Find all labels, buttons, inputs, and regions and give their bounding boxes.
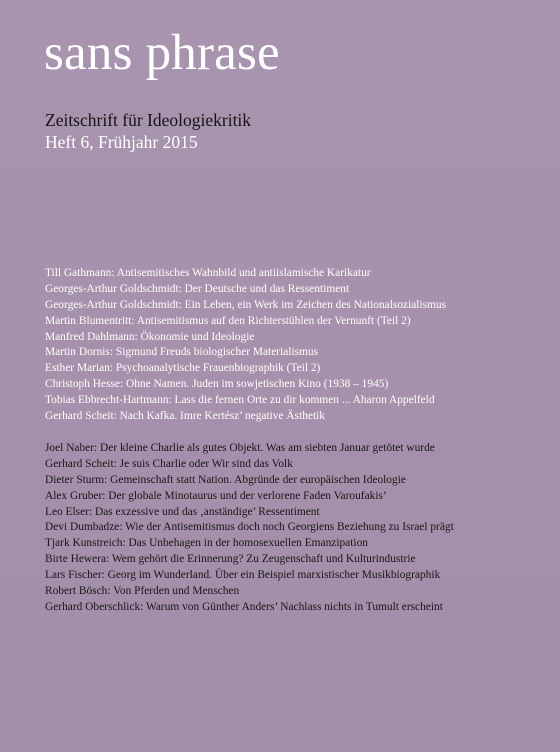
contents-item: Robert Bösch: Von Pferden und Menschen (45, 584, 240, 597)
contents-item: Leo Elser: Das exzessive und das ‚anständige’ Ressentiment (45, 505, 320, 518)
contents-item: Manfred Dahlmann: Ökonomie und Ideologie (45, 330, 255, 343)
contents-item: Georges-Arthur Goldschmidt: Der Deutsche und das Ressentiment (45, 282, 350, 295)
contents-item: Lars Fischer: Georg im Wunderland. Über ein Beispiel marxistischer Musikbiographik (45, 569, 441, 581)
contents-item: Christoph Hesse: Ohne Namen. Juden im sowjetischen Kino (1938 – 1945) (45, 378, 389, 391)
contents-item: Gerhard Oberschlick: Warum von Günther Anders’ Nachlass nichts in Tumult erscheint (45, 600, 443, 613)
issue-label: Heft 6, Frühjahr 2015 (45, 132, 198, 152)
journal-title: sans phrase (44, 25, 280, 81)
journal-subtitle: Zeitschrift für Ideologiekritik (45, 110, 252, 130)
contents-item: Gerhard Scheit: Nach Kafka. Imre Kertész’ negative Ästhetik (45, 409, 326, 422)
contents-item: Martin Dornis: Sigmund Freuds biologischer Materialismus (45, 346, 319, 359)
contents-item: Till Gathmann: Antisemitisches Wahnbild und antiislamische Karikatur (45, 267, 371, 279)
contents-item: Georges-Arthur Goldschmidt: Ein Leben, ein Werk im Zeichen des Nationalsozialismus (45, 298, 447, 311)
contents-item: Gerhard Scheit: Je suis Charlie oder Wir sind das Volk (45, 457, 293, 470)
contents-section-one (45, 266, 446, 425)
contents-item: Alex Gruber: Der globale Minotaurus und der verlorene Faden Varoufakis’ (45, 489, 387, 502)
contents-section-two (45, 441, 454, 616)
contents-item: Birte Hewera: Wem gehört die Erinnerung? Zu Zeugenschaft und Kulturindustrie (45, 553, 416, 566)
contents-item: Tjark Kunstreich: Das Unbehagen in der homosexuellen Emanzipation (45, 537, 368, 550)
contents-item: Devi Dumbadze: Wie der Antisemitismus doch noch Georgiens Beziehung zu Israel prägt (45, 521, 454, 534)
contents-item: Joel Naber: Der kleine Charlie als gutes Objekt. Was am siebten Januar getötet wurde (45, 442, 435, 454)
contents-item: Esther Marian: Psychoanalytische Frauenbiographik (Teil 2) (45, 362, 321, 375)
contents-item: Martin Blumentritt: Antisemitismus auf den Richterstühlen der Vernunft (Teil 2) (45, 314, 411, 327)
contents-item: Tobias Ebbrecht-Hartmann: Lass die fernen Orte zu dir kommen ... Aharon Appelfeld (45, 394, 435, 406)
contents-item: Dieter Sturm: Gemeinschaft statt Nation. Abgründe der europäischen Ideologie (45, 473, 406, 486)
